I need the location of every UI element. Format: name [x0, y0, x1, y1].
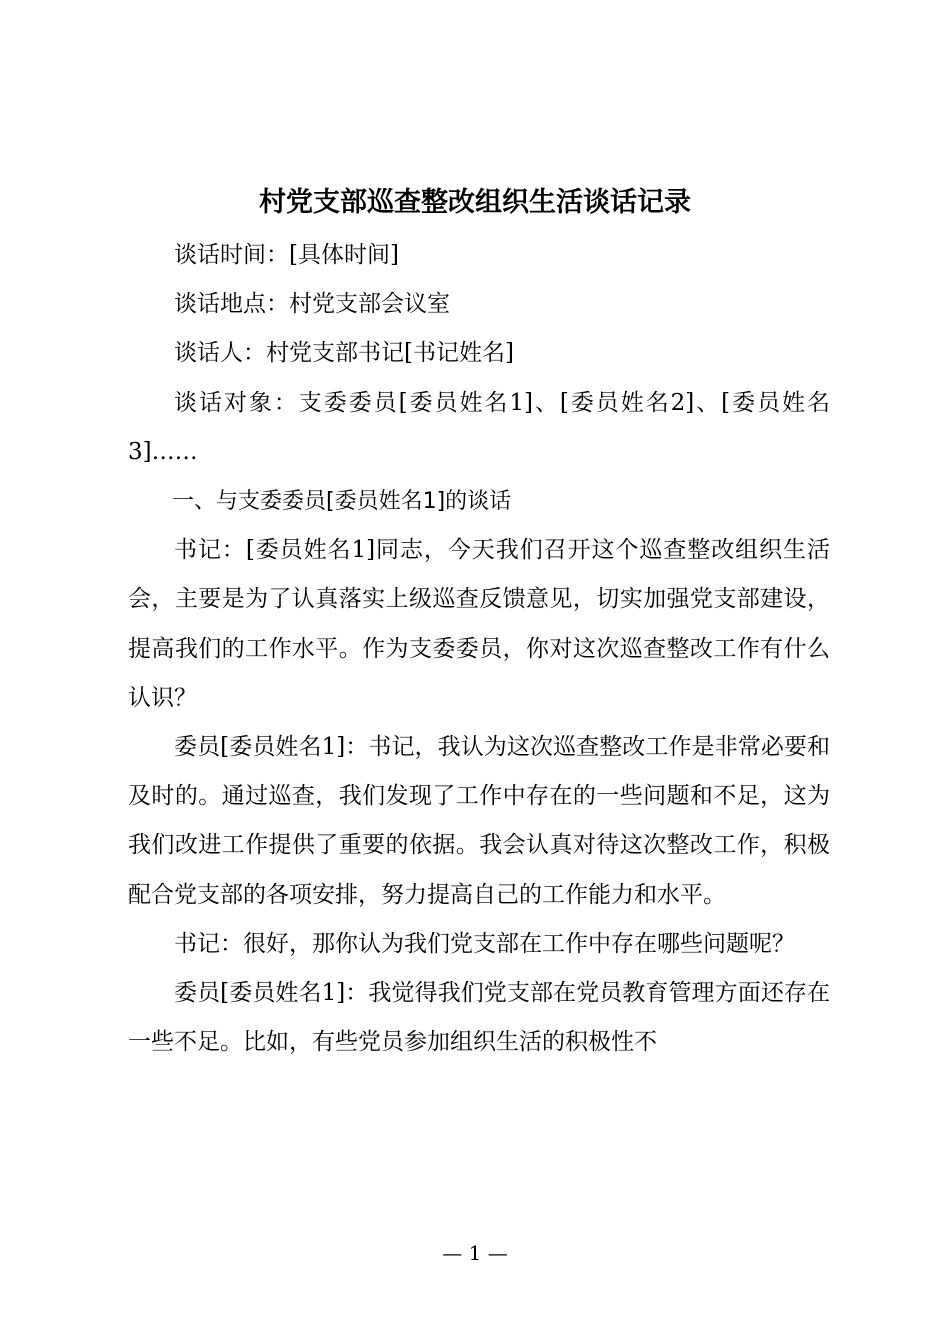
paragraph: 委员[委员姓名1]：我觉得我们党支部在党员教育管理方面还存在一些不足。比如，有些党员参加组织生活的积极性不 — [128, 980, 830, 1056]
meta-target: 谈话对象：支委委员[委员姓名1]、[委员姓名2]、[委员姓名3]…… — [128, 389, 830, 465]
page-number: — 1 — — [442, 1241, 508, 1265]
section-heading: 一、与支委委员[委员姓名1]的谈话 — [172, 489, 512, 515]
paragraph: 书记：很好，那你认为我们党支部在工作中存在哪些问题呢？ — [174, 930, 795, 957]
meta-time: 谈话时间：[具体时间] — [174, 242, 399, 268]
meta-speaker: 谈话人：村党支部书记[书记姓名] — [174, 340, 514, 367]
document-body — [128, 231, 830, 1067]
document-title: 村党支部巡查整改组织生活谈话记录 — [259, 187, 691, 218]
meta-place: 谈话地点：村党支部会议室 — [174, 291, 450, 318]
paragraph: 委员[委员姓名1]：书记，我认为这次巡查整改工作是非常必要和及时的。通过巡查，我们发现了工作中存在的一些问题和不足，这为我们改进工作提供了重要的依据。我会认真对待这次整改工作，积极配合党支部的各项安排，努力提高自己的工作能力和水平。 — [128, 734, 830, 908]
paragraph: 书记：[委员姓名1]同志，今天我们召开这个巡查整改组织生活会，主要是为了认真落实上级巡查反馈意见，切实加强党支部建设，提高我们的工作水平。作为支委委员，你对这次巡查整改工作有什么认识？ — [128, 537, 830, 711]
